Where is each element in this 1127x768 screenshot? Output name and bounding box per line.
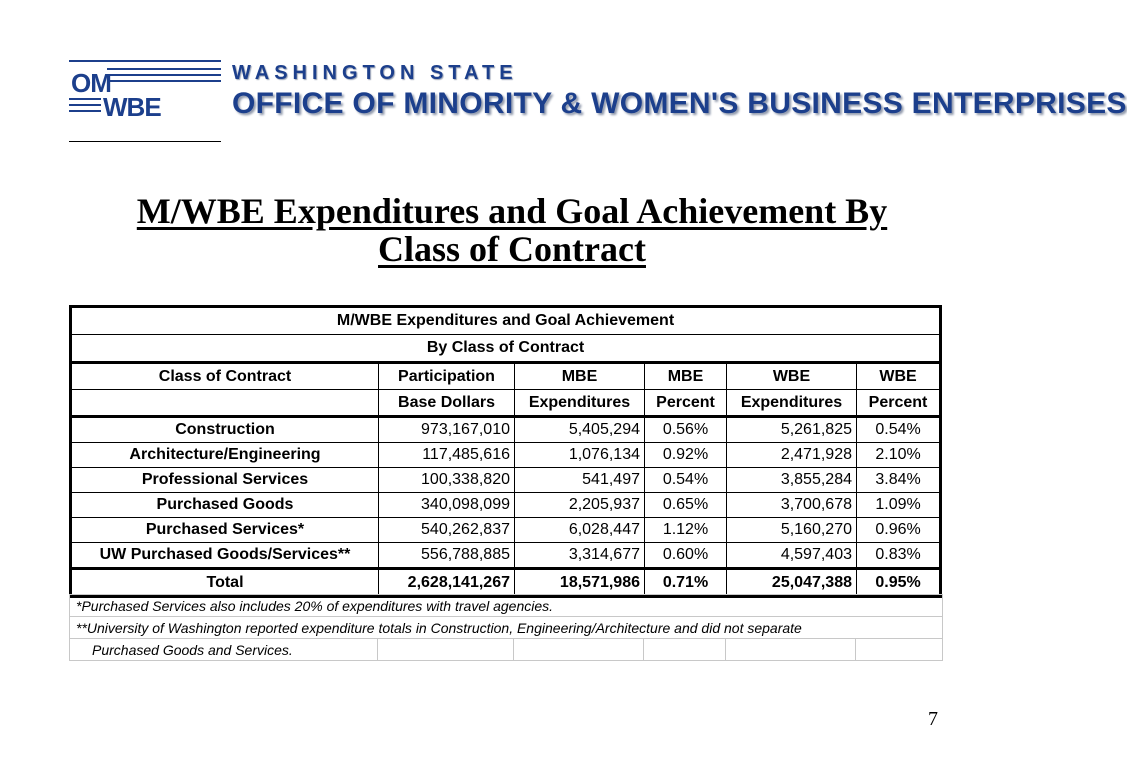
footnote-2: **University of Washington reported expenditure totals in Construction, Engineering/Architecture and did not separate <box>70 617 943 639</box>
cell-base-dollars: 973,167,010 <box>379 417 515 443</box>
table-caption-line2: By Class of Contract <box>426 339 585 356</box>
footnote-3: Purchased Goods and Services. <box>70 639 378 661</box>
table-row <box>71 443 941 468</box>
page-title-line1: M/WBE Expenditures and Goal Achievement By <box>136 191 888 231</box>
footnote-row <box>70 639 943 661</box>
table-row <box>71 518 941 543</box>
cell-wbe-expenditures: 3,855,284 <box>727 468 857 493</box>
expenditure-table <box>69 305 942 598</box>
org-name-line1: WASHINGTON STATE <box>232 62 518 84</box>
footnote-row <box>70 617 943 639</box>
table-row <box>71 468 941 493</box>
cell-mbe-expenditures: 541,497 <box>515 468 645 493</box>
cell-wbe-expenditures: 2,471,928 <box>727 443 857 468</box>
table-total-row <box>71 569 941 597</box>
table-caption-row <box>71 335 941 363</box>
row-label: Construction <box>71 417 379 443</box>
cell-wbe-percent: 2.10% <box>857 443 941 468</box>
row-label: Purchased Goods <box>71 493 379 518</box>
cell-base-dollars: 540,262,837 <box>379 518 515 543</box>
cell-wbe-percent: 0.96% <box>857 518 941 543</box>
total-mbe-percent: 0.71% <box>645 569 727 597</box>
column-header: MBE <box>515 363 645 390</box>
cell-mbe-percent: 1.12% <box>645 518 727 543</box>
org-name-line2: OFFICE OF MINORITY & WOMEN'S BUSINESS ENTERPRISES <box>232 87 1127 120</box>
empty-cell <box>514 639 644 661</box>
cell-wbe-expenditures: 5,160,270 <box>727 518 857 543</box>
cell-wbe-expenditures: 4,597,403 <box>727 543 857 569</box>
page-number: 7 <box>928 708 938 730</box>
column-header: WBE <box>727 363 857 390</box>
cell-base-dollars: 556,788,885 <box>379 543 515 569</box>
cell-wbe-percent: 1.09% <box>857 493 941 518</box>
cell-mbe-percent: 0.56% <box>645 417 727 443</box>
page-title-line2: Class of Contract <box>378 229 646 269</box>
column-header: MBE <box>645 363 727 390</box>
table-caption-line1: M/WBE Expenditures and Goal Achievement <box>336 312 675 329</box>
column-header: Class of Contract <box>71 363 379 390</box>
cell-mbe-percent: 0.60% <box>645 543 727 569</box>
cell-mbe-percent: 0.92% <box>645 443 727 468</box>
table-row <box>71 493 941 518</box>
table-header-row <box>71 363 941 390</box>
logo-text-wbe: WBE <box>103 92 161 122</box>
cell-mbe-percent: 0.54% <box>645 468 727 493</box>
cell-wbe-expenditures: 5,261,825 <box>727 417 857 443</box>
row-label: Purchased Services* <box>71 518 379 543</box>
footnote-1: *Purchased Services also includes 20% of expenditures with travel agencies. <box>70 595 943 617</box>
column-header <box>71 390 379 417</box>
cell-mbe-expenditures: 6,028,447 <box>515 518 645 543</box>
cell-mbe-percent: 0.65% <box>645 493 727 518</box>
empty-cell <box>856 639 943 661</box>
cell-mbe-expenditures: 3,314,677 <box>515 543 645 569</box>
expenditure-table-grid <box>69 305 942 598</box>
page-title <box>0 192 1024 268</box>
row-label: Professional Services <box>71 468 379 493</box>
empty-cell <box>726 639 856 661</box>
logo-text-om: OM <box>71 68 111 98</box>
empty-cell <box>644 639 726 661</box>
cell-wbe-percent: 3.84% <box>857 468 941 493</box>
total-mbe-expenditures: 18,571,986 <box>515 569 645 597</box>
omwbe-logo <box>69 58 221 142</box>
cell-wbe-percent: 0.83% <box>857 543 941 569</box>
cell-base-dollars: 340,098,099 <box>379 493 515 518</box>
column-header: WBE <box>879 367 917 385</box>
column-header: Percent <box>868 393 928 411</box>
table-header-row <box>71 390 941 417</box>
cell-mbe-expenditures: 1,076,134 <box>515 443 645 468</box>
column-header: Participation <box>379 363 515 390</box>
cell-base-dollars: 117,485,616 <box>379 443 515 468</box>
table-footnotes <box>69 594 942 661</box>
footnote-row <box>70 595 943 617</box>
column-header: Expenditures <box>727 390 857 417</box>
column-header: Expenditures <box>515 390 645 417</box>
cell-wbe-expenditures: 3,700,678 <box>727 493 857 518</box>
empty-cell <box>378 639 514 661</box>
total-label: Total <box>71 569 379 597</box>
column-header: Base Dollars <box>379 390 515 417</box>
total-wbe-expenditures: 25,047,388 <box>727 569 857 597</box>
cell-wbe-percent: 0.54% <box>875 421 921 438</box>
column-header: Percent <box>645 390 727 417</box>
table-row <box>71 417 941 443</box>
total-wbe-percent: 0.95% <box>875 573 921 591</box>
logo-rule-bottom <box>69 141 221 142</box>
cell-mbe-expenditures: 5,405,294 <box>515 417 645 443</box>
row-label: Architecture/Engineering <box>71 443 379 468</box>
cell-mbe-expenditures: 2,205,937 <box>515 493 645 518</box>
logo-mark <box>69 62 221 126</box>
row-label: UW Purchased Goods/Services** <box>71 543 379 569</box>
table-row <box>71 543 941 569</box>
table-caption-row <box>71 307 941 335</box>
cell-base-dollars: 100,338,820 <box>379 468 515 493</box>
total-base-dollars: 2,628,141,267 <box>379 569 515 597</box>
